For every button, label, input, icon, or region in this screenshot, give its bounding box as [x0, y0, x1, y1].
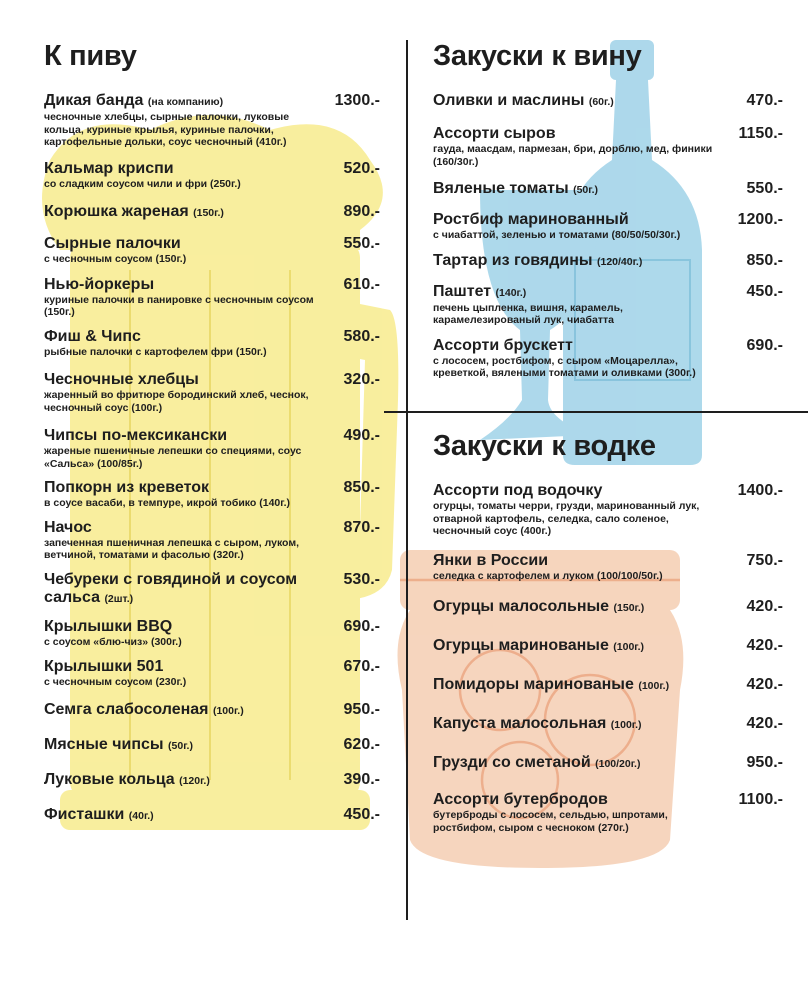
item-name: Помидоры маринованые	[433, 676, 634, 693]
item-description: с лососем, ростбифом, с сыром «Моцарелла», креветкой, вялеными томатами и оливками (300г.)	[433, 354, 696, 379]
item-price: 1200.-	[737, 211, 783, 228]
item-name: Кальмар криспи	[44, 159, 174, 177]
item-name: Ассорти брускетт	[433, 336, 573, 354]
item-name: Огурцы малосольные	[433, 598, 610, 615]
item-name: Попкорн из креветок	[44, 479, 210, 496]
item-price: 580.-	[343, 327, 380, 345]
vodka-section	[433, 428, 783, 834]
menu-item	[433, 337, 783, 380]
item-portion: (100г.)	[610, 719, 642, 731]
menu-item	[44, 571, 380, 608]
item-name: Фисташки	[44, 805, 125, 823]
item-portion: (2шт.)	[104, 592, 134, 605]
item-name: Начос	[44, 518, 92, 536]
item-name: Паштет	[433, 282, 492, 300]
item-price: 1150.-	[738, 125, 783, 142]
menu-item	[433, 283, 783, 327]
menu-item	[433, 482, 783, 538]
menu-item	[433, 598, 783, 617]
item-name: Сырные палочки	[44, 235, 181, 252]
item-portion: (100г.)	[212, 704, 244, 717]
item-description: с соусом «блю-чиз» (300г.)	[44, 635, 182, 648]
item-name: Нью-йоркеры	[44, 275, 155, 293]
item-name: Капуста малосольная	[433, 715, 607, 732]
menu-item	[44, 618, 380, 649]
item-description: чесночные хлебцы, сырные палочки, луковые кольца, куриные крылья, куриные палочки, картофельные дольки, соус чесночный (410г.)	[44, 111, 290, 148]
menu-item	[44, 160, 380, 191]
item-price: 890.-	[343, 203, 380, 220]
item-description: селедка с картофелем и луком (100/100/50г.)	[433, 569, 663, 582]
item-portion: (150г.)	[613, 602, 645, 614]
item-portion: (на компанию)	[147, 96, 224, 108]
item-price: 550.-	[343, 235, 380, 252]
item-description: с чесночным соусом (230г.)	[44, 676, 187, 688]
item-price: 420.-	[746, 598, 783, 615]
item-price: 490.-	[343, 427, 380, 444]
item-price: 470.-	[746, 92, 783, 109]
item-name: Чебуреки с говядиной и соусом сальса	[44, 570, 298, 606]
item-description: с чесночным соусом (150г.)	[44, 253, 187, 265]
item-price: 850.-	[746, 251, 783, 269]
item-price: 610.-	[343, 275, 380, 293]
item-name: Крылышки BBQ	[44, 617, 173, 635]
menu-item	[44, 371, 380, 414]
menu-item	[44, 806, 380, 825]
item-price: 870.-	[343, 518, 380, 536]
menu-item	[433, 180, 783, 199]
menu-item	[44, 658, 380, 689]
item-price: 690.-	[343, 617, 380, 635]
item-price: 670.-	[343, 658, 380, 675]
item-name: Оливки и маслины	[433, 92, 585, 109]
item-description: гауда, маасдам, пармезан, бри, дорблю, мед, финики (160/30г.)	[433, 143, 713, 168]
column-divider	[406, 40, 408, 920]
item-price: 420.-	[746, 676, 783, 693]
menu-item	[433, 92, 783, 111]
menu-item	[433, 637, 783, 656]
item-price: 1300.-	[334, 92, 380, 109]
item-price: 420.-	[746, 637, 783, 654]
item-description: огурцы, томаты черри, грузди, маринованный лук, отварной картофель, селедка, сало соленое, чесночный соус (400г.)	[433, 500, 700, 537]
item-portion: (100г.)	[638, 680, 670, 692]
item-name: Грузди со сметаной	[433, 754, 591, 771]
vodka-section-title: Закуски к водке	[433, 430, 656, 462]
wine-section	[433, 38, 783, 380]
item-name: Луковые кольца	[44, 770, 175, 788]
item-price: 320.-	[343, 371, 380, 388]
item-price: 950.-	[343, 700, 380, 718]
item-description: бутерброды с лососем, сельдью, шпротами, ростбифом, сыром с чесноком (270г.)	[433, 809, 668, 834]
menu-item	[433, 676, 783, 695]
menu-item	[433, 754, 783, 773]
menu-item	[44, 479, 380, 510]
item-description: куриные палочки в панировке с чесночным соусом (150г.)	[44, 293, 314, 318]
item-portion: (50г.)	[168, 739, 193, 752]
item-price: 450.-	[746, 282, 783, 300]
item-portion: (50г.)	[573, 184, 598, 196]
item-price: 530.-	[343, 570, 380, 588]
item-description: жареные пшеничные лепешки со специями, соус «Сальса» (100/85г.)	[44, 445, 302, 470]
item-name: Вяленые томаты	[433, 180, 569, 197]
item-description: в соусе васаби, в темпуре, икрой тобико (140г.)	[44, 497, 290, 509]
item-name: Ассорти бутербродов	[433, 791, 608, 808]
item-description: с чиабаттой, зеленью и томатами (80/50/50/30г.)	[433, 229, 681, 241]
menu-item	[44, 519, 380, 562]
item-name: Мясные чипсы	[44, 735, 164, 753]
item-description: жаренный во фритюре бородинский хлеб, чеснок, чесночный соус (100г.)	[44, 389, 309, 414]
beer-section	[44, 38, 380, 825]
menu-item	[44, 235, 380, 266]
item-price: 950.-	[746, 754, 783, 771]
menu-item	[433, 715, 783, 734]
item-name: Фиш & Чипс	[44, 327, 141, 345]
beer-section-title: К пиву	[44, 40, 137, 72]
item-description: запеченная пшеничная лепешка с сыром, луком, ветчиной, томатами и фасолью (320г.)	[44, 536, 300, 561]
item-name: Ассорти под водочку	[433, 482, 603, 499]
menu-item	[433, 125, 783, 168]
item-portion: (120/40г.)	[596, 255, 643, 268]
item-portion: (150г.)	[193, 207, 224, 219]
item-name: Тартар из говядины	[433, 251, 593, 269]
item-name: Крылышки 501	[44, 658, 164, 675]
item-price: 620.-	[343, 735, 380, 753]
item-name: Ростбиф маринованный	[433, 211, 629, 228]
item-price: 690.-	[746, 336, 783, 354]
item-name: Корюшка жареная	[44, 203, 189, 220]
wine-section-title: Закуски к вину	[433, 40, 642, 72]
menu-item	[433, 211, 783, 242]
item-portion: (60г.)	[588, 96, 614, 108]
item-price: 420.-	[746, 715, 783, 732]
menu-item	[44, 276, 380, 319]
item-name: Чесночные хлебцы	[44, 371, 199, 388]
menu-item	[44, 203, 380, 222]
item-price: 1100.-	[738, 791, 783, 808]
section-divider	[384, 411, 808, 413]
menu-item	[433, 552, 783, 583]
item-name: Ассорти сыров	[433, 125, 556, 142]
item-name: Дикая банда	[44, 92, 144, 109]
item-price: 750.-	[746, 551, 783, 569]
menu-item	[44, 771, 380, 790]
item-portion: (100/20г.)	[595, 758, 641, 770]
item-price: 550.-	[746, 180, 783, 197]
item-name: Огурцы маринованые	[433, 637, 609, 654]
item-price: 450.-	[343, 805, 380, 823]
item-name: Янки в России	[433, 551, 549, 569]
menu-item	[433, 252, 783, 271]
item-name: Чипсы по-мексикански	[44, 427, 228, 444]
item-portion: (140г.)	[495, 286, 527, 299]
item-description: со сладким соусом чили и фри (250г.)	[44, 177, 241, 190]
item-price: 1400.-	[737, 482, 783, 499]
item-portion: (40г.)	[128, 809, 154, 822]
item-name: Семга слабосоленая	[44, 700, 209, 718]
menu-item	[44, 92, 380, 149]
menu-item	[433, 791, 783, 834]
item-portion: (120г.)	[179, 774, 210, 787]
item-price: 520.-	[343, 159, 380, 177]
item-description: рыбные палочки с картофелем фри (150г.)	[44, 345, 267, 358]
menu-item	[44, 328, 380, 359]
item-price: 390.-	[343, 770, 380, 788]
menu-item	[44, 701, 380, 720]
item-portion: (100г.)	[613, 641, 645, 653]
menu-item	[44, 427, 380, 470]
item-description: печень цыпленка, вишня, карамель, карамелезированый лук, чиабатта	[433, 301, 623, 326]
menu-item	[44, 736, 380, 755]
item-price: 850.-	[343, 479, 380, 496]
